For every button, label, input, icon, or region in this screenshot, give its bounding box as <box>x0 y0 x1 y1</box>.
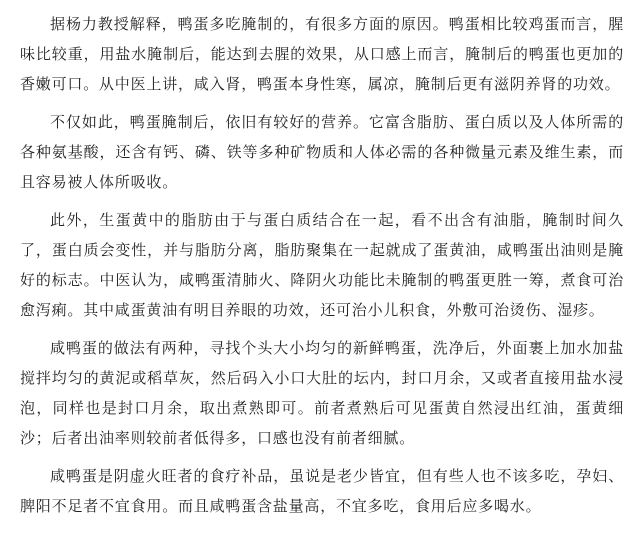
paragraph-1: 据杨力教授解释，鸭蛋多吃腌制的，有很多方面的原因。鸭蛋相比较鸡蛋而言，腥味比较重，用盐水腌制后，能达到去腥的效果，从口感上而言，腌制后的鸭蛋也更加的香嫩可口。从中医上讲，咸入肾，鸭蛋本身性寒，属凉，腌制后更有滋阴养肾的功效。 <box>20 15 624 93</box>
paragraph-4: 咸鸭蛋的做法有两种，寻找个头大小均匀的新鲜鸭蛋，洗净后，外面裹上加水加盐搅拌均匀的黄泥或稻草灰，然后码入小口大肚的坛内，封口月余，又或者直接用盐水浸泡，同样也是封口月余，取出煮熟即可。前者煮熟后可见蛋黄自然浸出红油，蛋黄细沙；后者出油率则较前者低得多，口感也没有前者细腻。 <box>20 339 624 447</box>
paragraph-3: 此外，生蛋黄中的脂肪由于与蛋白质结合在一起，看不出含有油脂，腌制时间久了，蛋白质会变性，并与脂肪分离，脂肪聚集在一起就成了蛋黄油，咸鸭蛋出油则是腌好的标志。中医认为，咸鸭蛋清肺火、降阴火功能比未腌制的鸭蛋更胜一筹，煮食可治愈泻痢。其中咸蛋黄油有明目养眼的功效，还可治小儿积食，外敷可治烫伤、湿疹。 <box>20 211 624 319</box>
paragraph-5: 咸鸭蛋是阴虚火旺者的食疗补品，虽说是老少皆宜，但有些人也不该多吃，孕妇、脾阳不足者不宜食用。而且咸鸭蛋含盐量高，不宜多吃，食用后应多喝水。 <box>20 467 624 515</box>
paragraph-2: 不仅如此，鸭蛋腌制后，依旧有较好的营养。它富含脂肪、蛋白质以及人体所需的各种氨基酸，还含有钙、磷、铁等多种矿物质和人体必需的各种微量元素及维生素，而且容易被人体所吸收。 <box>20 113 624 191</box>
